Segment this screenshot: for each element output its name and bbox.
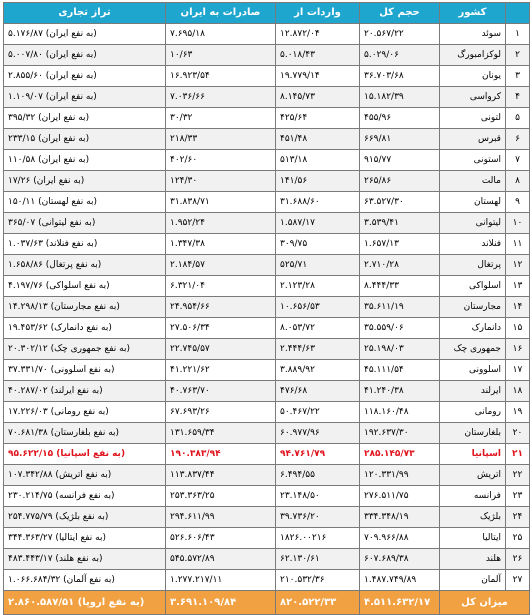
imports-cell: ۴۵۱/۴۸ bbox=[276, 129, 360, 150]
row-number-cell: ۶ bbox=[506, 129, 530, 150]
header-exports: صادرات به ایران bbox=[166, 3, 276, 24]
balance-cell: ۲۵۴.۷۷۵/۷۹ (به نفع بلژیک) bbox=[4, 507, 166, 528]
exports-cell: ۱.۲۷۷.۲۱۷/۱۱ bbox=[166, 570, 276, 591]
exports-cell: ۲.۱۸۴/۵۷ bbox=[166, 255, 276, 276]
exports-cell: ۱.۳۴۷/۳۸ bbox=[166, 234, 276, 255]
total-volume-cell: ۸.۴۴۴/۳۳ bbox=[360, 276, 440, 297]
country-cell: لهستان bbox=[440, 192, 506, 213]
exports-cell: ۵۲۶.۶۰۶/۴۳ bbox=[166, 528, 276, 549]
header-total-volume: حجم کل bbox=[360, 3, 440, 24]
imports-cell: ۳۱.۶۸۸/۶۰ bbox=[276, 192, 360, 213]
balance-cell: ۱۵۰/۱۱ (به نفع لهستان) bbox=[4, 192, 166, 213]
total-volume-cell: ۳۳۴.۳۴۸/۱۹ bbox=[360, 507, 440, 528]
exports-cell: ۱.۹۵۲/۲۴ bbox=[166, 213, 276, 234]
balance-cell: ۴۰.۲۸۷/۰۲ (به نفع ایرلند) bbox=[4, 381, 166, 402]
country-cell: پرتغال bbox=[440, 255, 506, 276]
table-body bbox=[4, 24, 530, 591]
balance-cell: ۱۹.۴۵۳/۶۲ (به نفع دانمارک) bbox=[4, 318, 166, 339]
total-volume-cell: ۳.۵۳۹/۴۱ bbox=[360, 213, 440, 234]
row-number-cell: ۸ bbox=[506, 171, 530, 192]
row-number-cell: ۲۴ bbox=[506, 507, 530, 528]
exports-cell: ۴۰۲/۶۰ bbox=[166, 150, 276, 171]
balance-cell: ۱۱۰/۵۸ (به نفع ایران) bbox=[4, 150, 166, 171]
exports-cell: ۱۹۰.۳۸۳/۹۴ bbox=[166, 444, 276, 465]
exports-cell: ۶۷.۶۹۳/۲۶ bbox=[166, 402, 276, 423]
total-volume-cell: ۱۵.۱۸۲/۳۹ bbox=[360, 87, 440, 108]
country-cell: قبرس bbox=[440, 129, 506, 150]
imports-cell: ۵۱۳/۱۸ bbox=[276, 150, 360, 171]
table-row bbox=[4, 297, 530, 318]
total-volume-cell: ۲۶۵/۸۶ bbox=[360, 171, 440, 192]
balance-cell: ۱.۶۵۸/۸۶ (به نفع پرتغال) bbox=[4, 255, 166, 276]
imports-cell: ۲.۱۲۳/۲۸ bbox=[276, 276, 360, 297]
row-number-cell: ۱۸ bbox=[506, 381, 530, 402]
table-row bbox=[4, 528, 530, 549]
country-cell: اسلوونی bbox=[440, 360, 506, 381]
total-volume-cell: ۵.۰۲۹/۰۶ bbox=[360, 45, 440, 66]
balance-cell: ۱۷.۲۲۶/۰۳ (به نفع رومانی) bbox=[4, 402, 166, 423]
balance-cell: ۵.۰۰۷/۸۰ (به نفع ایران) bbox=[4, 45, 166, 66]
exports-cell: ۲۲.۷۴۵/۵۷ bbox=[166, 339, 276, 360]
table-row bbox=[4, 129, 530, 150]
exports-cell: ۷.۰۳۶/۶۶ bbox=[166, 87, 276, 108]
country-cell: اسپانیا bbox=[440, 444, 506, 465]
total-volume-cell: ۱.۶۵۷/۱۳ bbox=[360, 234, 440, 255]
country-cell: کرواسی bbox=[440, 87, 506, 108]
balance-cell: ۲۳۰.۲۱۴/۷۵ (به نفع فرانسه) bbox=[4, 486, 166, 507]
country-cell: استونی bbox=[440, 150, 506, 171]
total-volume-cell: ۱.۴۸۷.۷۴۹/۸۹ bbox=[360, 570, 440, 591]
balance-cell: ۱.۰۶۶.۶۸۴/۳۲ (به نفع آلمان) bbox=[4, 570, 166, 591]
total-volume-cell: ۳۵.۵۵۹/۰۶ bbox=[360, 318, 440, 339]
header-imports: واردات از bbox=[276, 3, 360, 24]
table-row bbox=[4, 465, 530, 486]
row-number-cell: ۱۲ bbox=[506, 255, 530, 276]
row-number-cell: ۳ bbox=[506, 66, 530, 87]
imports-cell: ۳۹.۷۳۶/۲۰ bbox=[276, 507, 360, 528]
header-balance: تراز تجاری bbox=[4, 3, 166, 24]
balance-cell: ۱۷/۲۶ (به نفع ایران) bbox=[4, 171, 166, 192]
imports-cell: ۲.۴۴۴/۶۳ bbox=[276, 339, 360, 360]
country-cell: لتونی bbox=[440, 108, 506, 129]
total-volume-cell: ۴۵۵/۹۶ bbox=[360, 108, 440, 129]
country-cell: لوکزامبورگ bbox=[440, 45, 506, 66]
total-volume-cell: ۶۰۷.۶۸۹/۳۸ bbox=[360, 549, 440, 570]
country-cell: رومانی bbox=[440, 402, 506, 423]
row-number-cell: ۲۵ bbox=[506, 528, 530, 549]
balance-cell: ۴۸۳.۴۴۳/۱۷ (به نفع هلند) bbox=[4, 549, 166, 570]
balance-cell: ۳۷.۳۳۱/۷۰ (به نفع اسلوونی) bbox=[4, 360, 166, 381]
country-cell: فرانسه bbox=[440, 486, 506, 507]
imports-cell: ۱۲.۸۷۲/۰۴ bbox=[276, 24, 360, 45]
balance-cell: ۴.۱۹۷/۷۶ (به نفع اسلواکی) bbox=[4, 276, 166, 297]
row-number-cell: ۱۶ bbox=[506, 339, 530, 360]
row-number-cell: ۹ bbox=[506, 192, 530, 213]
country-cell: اتریش bbox=[440, 465, 506, 486]
imports-cell: ۲۱۰.۵۳۲/۳۶ bbox=[276, 570, 360, 591]
imports-cell: ۱۹.۷۷۹/۱۴ bbox=[276, 66, 360, 87]
balance-cell: ۲۰.۳۰۲/۱۲ (به نفع جمهوری چک) bbox=[4, 339, 166, 360]
imports-cell: ۲۳.۱۴۸/۵۰ bbox=[276, 486, 360, 507]
row-number-cell: ۲۶ bbox=[506, 549, 530, 570]
total-volume-cell: ۷۰۹.۹۶۶/۸۸ bbox=[360, 528, 440, 549]
total-volume-cell: ۲.۷۱۰/۲۸ bbox=[360, 255, 440, 276]
table-row bbox=[4, 423, 530, 444]
total-volume-cell: ۴۵.۱۱۱/۵۴ bbox=[360, 360, 440, 381]
table-row bbox=[4, 444, 530, 465]
header-country: کشور bbox=[440, 3, 506, 24]
row-number-cell: ۱۳ bbox=[506, 276, 530, 297]
country-cell: دانمارک bbox=[440, 318, 506, 339]
balance-cell: ۹۵.۶۲۲/۱۵ (به نفع اسپانیا) bbox=[4, 444, 166, 465]
exports-cell: ۱۶.۹۲۳/۵۴ bbox=[166, 66, 276, 87]
balance-cell: ۲۳۳/۱۵ (به نفع ایران) bbox=[4, 129, 166, 150]
imports-cell: ۶۰.۹۷۷/۹۶ bbox=[276, 423, 360, 444]
imports-cell: ۶.۴۹۴/۵۵ bbox=[276, 465, 360, 486]
header-num bbox=[506, 3, 530, 24]
country-cell: بلژیک bbox=[440, 507, 506, 528]
row-number-cell: ۱۷ bbox=[506, 360, 530, 381]
exports-cell: ۷.۶۹۵/۱۸ bbox=[166, 24, 276, 45]
table-row bbox=[4, 171, 530, 192]
total-volume-cell: ۴۱.۲۴۰/۳۸ bbox=[360, 381, 440, 402]
row-number-cell: ۲۰ bbox=[506, 423, 530, 444]
total-volume-cell: ۶۳.۵۲۷/۳۰ bbox=[360, 192, 440, 213]
balance-cell: ۱۴.۲۹۸/۱۳ (به نفع مجارستان) bbox=[4, 297, 166, 318]
imports-cell: ۱۴۱/۵۶ bbox=[276, 171, 360, 192]
row-number-cell: ۲۱ bbox=[506, 444, 530, 465]
total-volume-cell: ۲۸۵.۱۴۵/۷۳ bbox=[360, 444, 440, 465]
table-row bbox=[4, 66, 530, 87]
table-row bbox=[4, 108, 530, 129]
row-number-cell: ۱ bbox=[506, 24, 530, 45]
row-number-cell: ۲۲ bbox=[506, 465, 530, 486]
exports-cell: ۲۵۳.۳۶۳/۲۵ bbox=[166, 486, 276, 507]
row-number-cell: ۱۴ bbox=[506, 297, 530, 318]
total-volume-cell: ۶۶۹/۸۱ bbox=[360, 129, 440, 150]
imports-cell: ۶۲.۱۳۰/۶۱ bbox=[276, 549, 360, 570]
total-volume-cell: ۴.۵۱۱.۶۳۲/۱۷ bbox=[360, 591, 440, 615]
exports-cell: ۱۳۱.۶۵۹/۳۴ bbox=[166, 423, 276, 444]
total-volume-cell: ۱۱۸.۱۶۰/۴۸ bbox=[360, 402, 440, 423]
total-volume-cell: ۱۹۲.۶۳۷/۳۰ bbox=[360, 423, 440, 444]
imports-cell: ۳۰۹/۷۵ bbox=[276, 234, 360, 255]
total-volume-cell: ۳۶.۷۰۳/۶۸ bbox=[360, 66, 440, 87]
country-cell: سوئد bbox=[440, 24, 506, 45]
total-volume-cell: ۳۵.۶۱۱/۱۹ bbox=[360, 297, 440, 318]
row-number-cell: ۲۳ bbox=[506, 486, 530, 507]
country-cell: آلمان bbox=[440, 570, 506, 591]
table-row bbox=[4, 339, 530, 360]
row-number-cell: ۱۹ bbox=[506, 402, 530, 423]
total-volume-cell: ۲۵.۱۹۸/۰۳ bbox=[360, 339, 440, 360]
total-volume-cell: ۲۰.۵۶۷/۲۲ bbox=[360, 24, 440, 45]
country-cell: جمهوری چک bbox=[440, 339, 506, 360]
balance-cell: ۱.۰۳۷/۶۳ (به نفع فنلاند) bbox=[4, 234, 166, 255]
table-row bbox=[4, 192, 530, 213]
row-number-cell: ۱۰ bbox=[506, 213, 530, 234]
table-row bbox=[4, 213, 530, 234]
total-volume-cell: ۱۲۰.۳۳۱/۹۹ bbox=[360, 465, 440, 486]
balance-cell: ۵.۱۷۶/۸۷ (به نفع ایران) bbox=[4, 24, 166, 45]
total-imports-cell: ۸۲۰.۵۲۲/۳۳ bbox=[276, 591, 360, 615]
table-row bbox=[4, 276, 530, 297]
exports-cell: ۱۲۴/۳۰ bbox=[166, 171, 276, 192]
total-label: میزان کل bbox=[440, 591, 530, 615]
table-row bbox=[4, 381, 530, 402]
balance-cell: ۱.۱۰۹/۰۷ (به نفع ایران) bbox=[4, 87, 166, 108]
imports-cell: ۴۲۵/۶۴ bbox=[276, 108, 360, 129]
exports-cell: ۶.۳۲۱/۰۴ bbox=[166, 276, 276, 297]
country-cell: ایتالیا bbox=[440, 528, 506, 549]
imports-cell: ۱۸۲۶.۰۰۲۱۶ bbox=[276, 528, 360, 549]
balance-cell: ۲.۸۵۵/۶۰ (به نفع ایران) bbox=[4, 66, 166, 87]
table-row bbox=[4, 402, 530, 423]
country-cell: اسلواکی bbox=[440, 276, 506, 297]
exports-cell: ۱۰/۶۳ bbox=[166, 45, 276, 66]
exports-cell: ۳۰/۳۲ bbox=[166, 108, 276, 129]
total-exports-cell: ۳.۶۹۱.۱۰۹/۸۴ bbox=[166, 591, 276, 615]
exports-cell: ۵۴۵.۵۷۲/۸۹ bbox=[166, 549, 276, 570]
total-volume-cell: ۹۱۵/۷۷ bbox=[360, 150, 440, 171]
balance-cell: ۱۰۷.۳۴۲/۸۸ (به نفع اتریش) bbox=[4, 465, 166, 486]
country-cell: مالت bbox=[440, 171, 506, 192]
country-cell: مجارستان bbox=[440, 297, 506, 318]
row-number-cell: ۲۷ bbox=[506, 570, 530, 591]
exports-cell: ۱۱۳.۸۳۷/۴۴ bbox=[166, 465, 276, 486]
country-cell: یونان bbox=[440, 66, 506, 87]
row-number-cell: ۷ bbox=[506, 150, 530, 171]
exports-cell: ۴۰.۷۶۳/۷۰ bbox=[166, 381, 276, 402]
imports-cell: ۱۰.۶۵۶/۵۳ bbox=[276, 297, 360, 318]
table-row bbox=[4, 255, 530, 276]
imports-cell: ۸.۱۴۵/۷۳ bbox=[276, 87, 360, 108]
imports-cell: ۳.۸۸۹/۹۲ bbox=[276, 360, 360, 381]
exports-cell: ۴۱.۲۲۱/۶۲ bbox=[166, 360, 276, 381]
balance-cell: ۳۶۵/۰۷ (به نفع لیتوانی) bbox=[4, 213, 166, 234]
balance-cell: ۷۰.۶۸۱/۳۸ (به نفع بلغارستان) bbox=[4, 423, 166, 444]
imports-cell: ۵.۰۱۸/۴۳ bbox=[276, 45, 360, 66]
exports-cell: ۲۱۸/۳۳ bbox=[166, 129, 276, 150]
exports-cell: ۲۷.۵۰۶/۳۴ bbox=[166, 318, 276, 339]
trade-table bbox=[3, 2, 530, 615]
table-row bbox=[4, 549, 530, 570]
row-number-cell: ۲ bbox=[506, 45, 530, 66]
table-row bbox=[4, 234, 530, 255]
table-row bbox=[4, 87, 530, 108]
imports-cell: ۵۲۵/۷۱ bbox=[276, 255, 360, 276]
country-cell: هلند bbox=[440, 549, 506, 570]
country-cell: فنلاند bbox=[440, 234, 506, 255]
imports-cell: ۴۷۶/۶۸ bbox=[276, 381, 360, 402]
table-row bbox=[4, 360, 530, 381]
table-row bbox=[4, 24, 530, 45]
exports-cell: ۲۹۴.۶۱۱/۹۹ bbox=[166, 507, 276, 528]
trade-table-container bbox=[3, 2, 529, 608]
country-cell: بلغارستان bbox=[440, 423, 506, 444]
imports-cell: ۵۰.۴۶۷/۲۲ bbox=[276, 402, 360, 423]
table-row bbox=[4, 318, 530, 339]
table-row bbox=[4, 486, 530, 507]
row-number-cell: ۱۵ bbox=[506, 318, 530, 339]
row-number-cell: ۱۱ bbox=[506, 234, 530, 255]
imports-cell: ۸.۰۵۳/۷۲ bbox=[276, 318, 360, 339]
country-cell: لیتوانی bbox=[440, 213, 506, 234]
table-row bbox=[4, 570, 530, 591]
table-row bbox=[4, 507, 530, 528]
table-row bbox=[4, 150, 530, 171]
header-row bbox=[4, 3, 530, 24]
imports-cell: ۹۴.۷۶۱/۷۹ bbox=[276, 444, 360, 465]
table-row bbox=[4, 45, 530, 66]
country-cell: ایرلند bbox=[440, 381, 506, 402]
total-row bbox=[4, 591, 530, 615]
row-number-cell: ۵ bbox=[506, 108, 530, 129]
total-volume-cell: ۲۷۶.۵۱۱/۷۵ bbox=[360, 486, 440, 507]
exports-cell: ۲۴.۹۵۴/۶۶ bbox=[166, 297, 276, 318]
total-balance-cell: ۲.۸۶۰.۵۸۷/۵۱ (به نفع اروپا) bbox=[4, 591, 166, 615]
exports-cell: ۳۱.۸۳۸/۷۱ bbox=[166, 192, 276, 213]
balance-cell: ۳۴۴.۳۶۳/۲۷ (به نفع ایتالیا) bbox=[4, 528, 166, 549]
imports-cell: ۱.۵۸۷/۱۷ bbox=[276, 213, 360, 234]
row-number-cell: ۴ bbox=[506, 87, 530, 108]
balance-cell: ۳۹۵/۳۲ (به نفع ایران) bbox=[4, 108, 166, 129]
